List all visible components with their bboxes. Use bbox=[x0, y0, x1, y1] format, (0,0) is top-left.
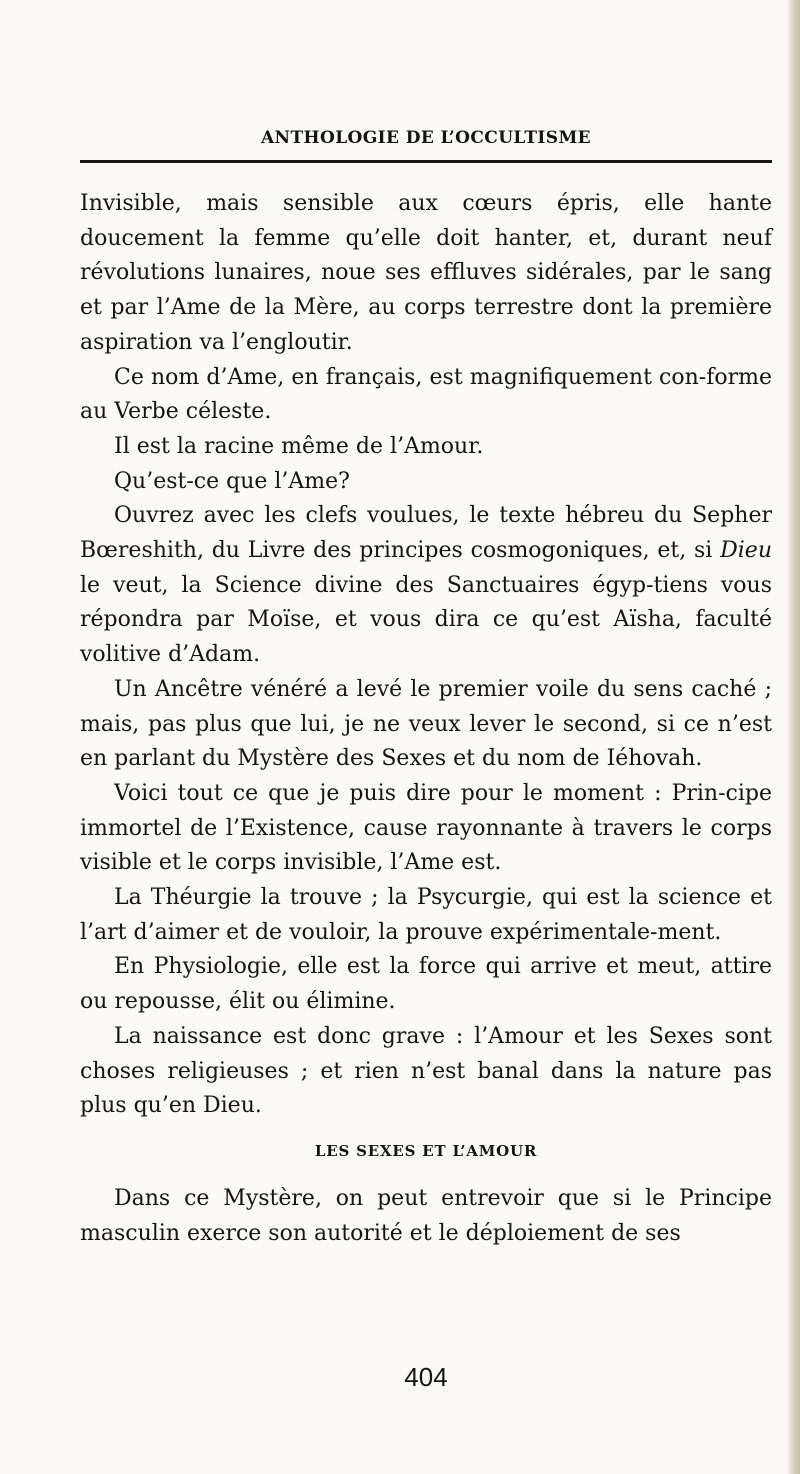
header-rule bbox=[80, 160, 772, 163]
paragraph bbox=[80, 430, 772, 465]
paragraph-text: Ouvrez avec les clefs voulues, le texte hébreu du Sepher Bœreshith, du Livre des principes cosmogoniques, et, si bbox=[80, 503, 772, 564]
paragraph-text: La Théurgie la trouve ; la Psycurgie, qui est la science et l’art d’aimer et de vouloir, la prouve expérimentale-ment. bbox=[80, 885, 772, 945]
paragraph-text: Voici tout ce que je puis dire pour le moment : Prin-cipe immortel de l’Existence, cause rayonnante à travers le corps visible et le corps invisible, l’Ame est. bbox=[80, 780, 772, 876]
paragraph bbox=[80, 881, 772, 950]
paragraph-text: Il est la racine même de l’Amour. bbox=[114, 433, 484, 459]
paragraph bbox=[80, 361, 772, 430]
italic-word: Dieu bbox=[720, 538, 772, 564]
paragraph-text: Invisible, mais sensible aux cœurs épris, elle hante doucement la femme qu’elle doit hanter, et, durant neuf révolutions lunaires, noue ses effluves sidérales, par le sang et par l’Ame de la Mère, au corps terrestre dont la première aspiration va l’engloutir. bbox=[80, 191, 772, 355]
body-text bbox=[80, 187, 772, 1251]
running-head: ANTHOLOGIE DE L’OCCULTISME bbox=[260, 128, 592, 148]
paragraph bbox=[80, 187, 772, 361]
paragraph bbox=[80, 777, 772, 881]
paragraph-text: Dans ce Mystère, on peut entrevoir que si le Principe masculin exerce son autorité et le déploiement de ses bbox=[80, 1185, 772, 1246]
paragraph-text: La naissance est donc grave : l’Amour et les Sexes sont choses religieuses ; et rien n’est banal dans la nature pas plus qu’en Dieu. bbox=[80, 1023, 772, 1119]
paragraph-text: Ce nom d’Ame, en français, est magnifiquement con-forme au Verbe céleste. bbox=[80, 364, 772, 425]
paragraphs-before-heading bbox=[80, 187, 772, 1124]
paragraph bbox=[80, 1182, 772, 1251]
paragraph-text: Un Ancêtre vénéré a levé le premier voile du sens caché ; mais, pas plus que lui, je ne veux lever le second, si ce n’est en parlant du Mystère des Sexes et du nom de Iéhovah. bbox=[80, 676, 772, 772]
page-edge-shading bbox=[786, 0, 800, 1474]
paragraph-text: Qu’est-ce que l’Ame? bbox=[114, 468, 350, 494]
paragraph-text: En Physiologie, elle est la force qui arrive et meut, attire ou repousse, élit ou élimine. bbox=[80, 954, 772, 1015]
paragraph bbox=[80, 673, 772, 777]
page-number: 404 bbox=[404, 1362, 448, 1392]
paragraph-text: le veut, la Science divine des Sanctuaires égyp-tiens vous répondra par Moïse, et vous dira ce qu’est Aïsha, faculté volitive d’Adam. bbox=[80, 572, 772, 668]
paragraph bbox=[80, 950, 772, 1019]
section-heading: LES SEXES ET L’AMOUR bbox=[314, 1141, 538, 1160]
paragraphs-after-heading bbox=[80, 1182, 772, 1251]
paragraph bbox=[80, 1020, 772, 1124]
paragraph bbox=[80, 465, 772, 500]
paragraph bbox=[80, 499, 772, 673]
